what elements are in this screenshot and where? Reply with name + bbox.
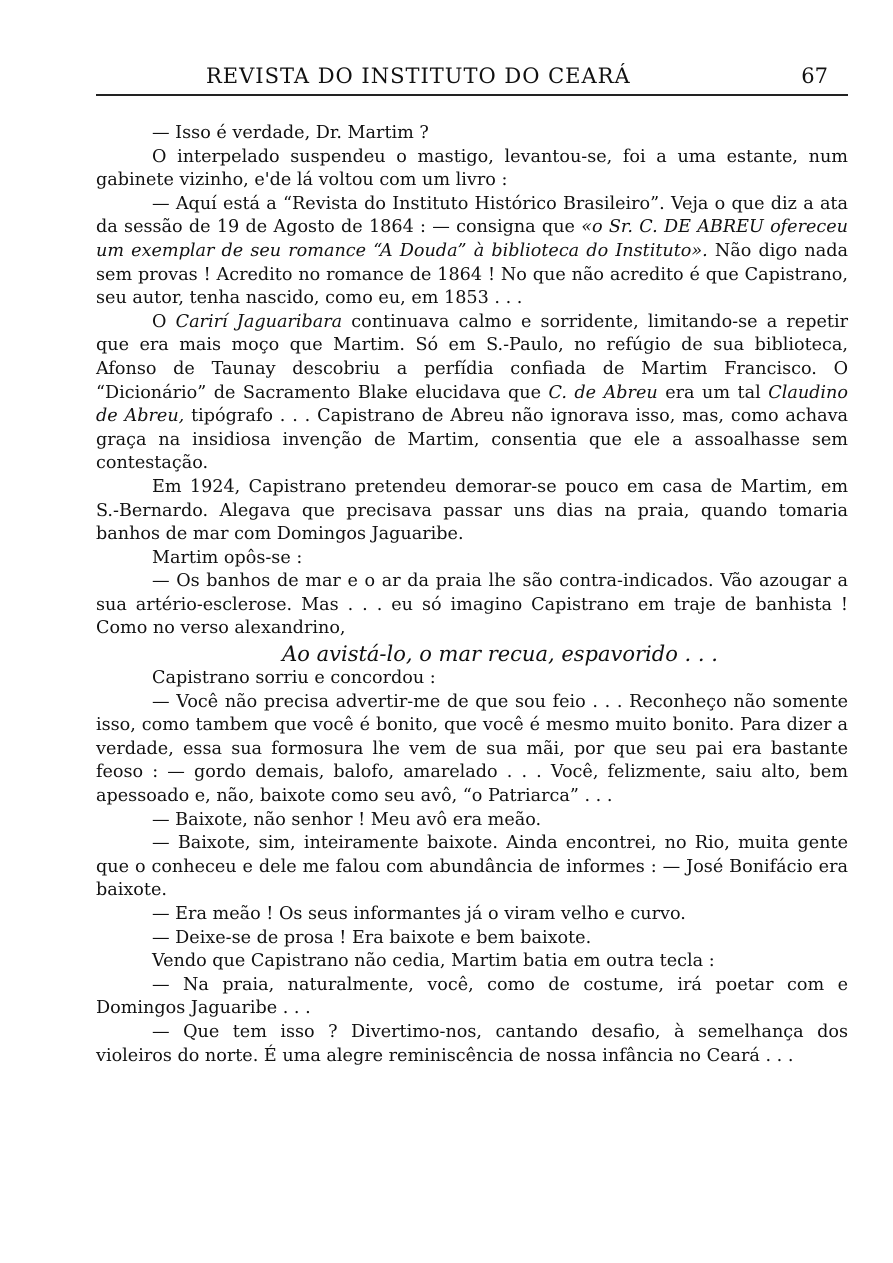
paragraph: — Os banhos de mar e o ar da praia lhe são contra-indicados. Vão azougar a sua artério-esclerose. Mas . . . eu só imagino Capistrano em traje de banhista ! Como no verso alexandrino,	[96, 571, 848, 639]
paragraph: Em 1924, Capistrano pretendeu demorar-se pouco em casa de Martim, em S.-Bernardo. Alegava que precisava passar uns dias na praia, quando tomaria banhos de mar com Domingos Jaguaribe.	[96, 476, 848, 545]
paragraph: — Deixe-se de prosa ! Era baixote e bem baixote.	[152, 927, 592, 948]
paragraph: Martim opôs-se :	[152, 547, 303, 568]
text-run: O	[152, 311, 176, 332]
paragraph: Capistrano sorriu e concordou :	[152, 668, 436, 689]
verse-quote: Ao avistá-lo, o mar recua, espavorido . . .	[282, 642, 718, 667]
article-body	[96, 122, 848, 1068]
paragraph: O interpelado suspendeu o mastigo, levantou-se, foi a uma estante, num gabinete vizinho, e'de lá voltou com um livro :	[96, 146, 848, 191]
paragraph	[96, 193, 848, 311]
text-run: — Aquí está a “Revista do Instituto Histórico Brasileiro”. Veja o que diz a ata da sessão de 19 de Agosto de 1864 : — consigna que	[96, 193, 848, 238]
paragraph: — Baixote, não senhor ! Meu avô era meão.	[152, 809, 542, 830]
paragraph: — Que tem isso ? Divertimo-nos, cantando desafio, à semelhança dos violeiros do norte. É uma alegre reminiscência de nossa infância no Ceará . . .	[96, 1021, 848, 1066]
text-run: tipógrafo . . . Capistrano de Abreu não ignorava isso, mas, como achava graça na insidiosa invenção de Martim, consentia que ele a assoalhasse sem contestação.	[96, 406, 849, 474]
name-emphasis: Carirí Jaguaribara	[175, 311, 343, 332]
page-number: 67	[801, 64, 828, 88]
name-emphasis: Claudino de Abreu,	[96, 382, 848, 427]
text-run: Não digo nada sem provas ! Acredito no romance de 1864 ! No que não acredito é que Capistrano, seu autor, tenha nascido, como eu, em 1853 . . .	[96, 240, 848, 309]
citation-emphasis: «o Sr. C. DE ABREU ofereceu um exemplar de seu romance “A Douda” à biblioteca do Instituto».	[96, 217, 848, 261]
paragraph: Vendo que Capistrano não cedia, Martim batia em outra tecla :	[152, 951, 715, 972]
journal-title: REVISTA DO INSTITUTO DO CEARÁ	[206, 64, 631, 88]
text-run: continuava calmo e sorridente, limitando-se a repetir que era mais moço que Martim. Só em S.-Paulo, no refúgio de sua biblioteca, Afonso de Taunay descobriu a perfídia confiada de Martim Francisco. O “Dicionário” de Sacramento Blake elucidava que	[96, 311, 848, 403]
paragraph: — Era meão ! Os seus informantes já o viram velho e curvo.	[152, 904, 686, 924]
paragraph: — Isso é verdade, Dr. Martim ?	[152, 123, 429, 143]
running-header	[96, 62, 848, 96]
paragraph: — Na praia, naturalmente, você, como de costume, irá poetar com e Domingos Jaguaribe . . .	[96, 974, 848, 1019]
paragraph	[96, 311, 848, 476]
paragraph: — Baixote, sim, inteiramente baixote. Ainda encontrei, no Rio, muita gente que o conheceu e dele me falou com abundância de informes : — José Bonifácio era baixote.	[96, 833, 848, 901]
name-emphasis: C. de Abreu	[548, 382, 658, 403]
text-run: era um tal	[657, 382, 769, 403]
paragraph: — Você não precisa advertir-me de que sou feio . . . Reconheço não somente isso, como tambem que você é bonito, que você é mesmo muito bonito. Para dizer a verdade, essa sua formosura lhe vem de sua mãi, por que seu pai era bastante feoso : — gordo demais, balofo, amarelado . . . Você, felizmente, saiu alto, bem apessoado e, não, baixote como seu avô, “o Patriarca” . . .	[96, 691, 848, 807]
